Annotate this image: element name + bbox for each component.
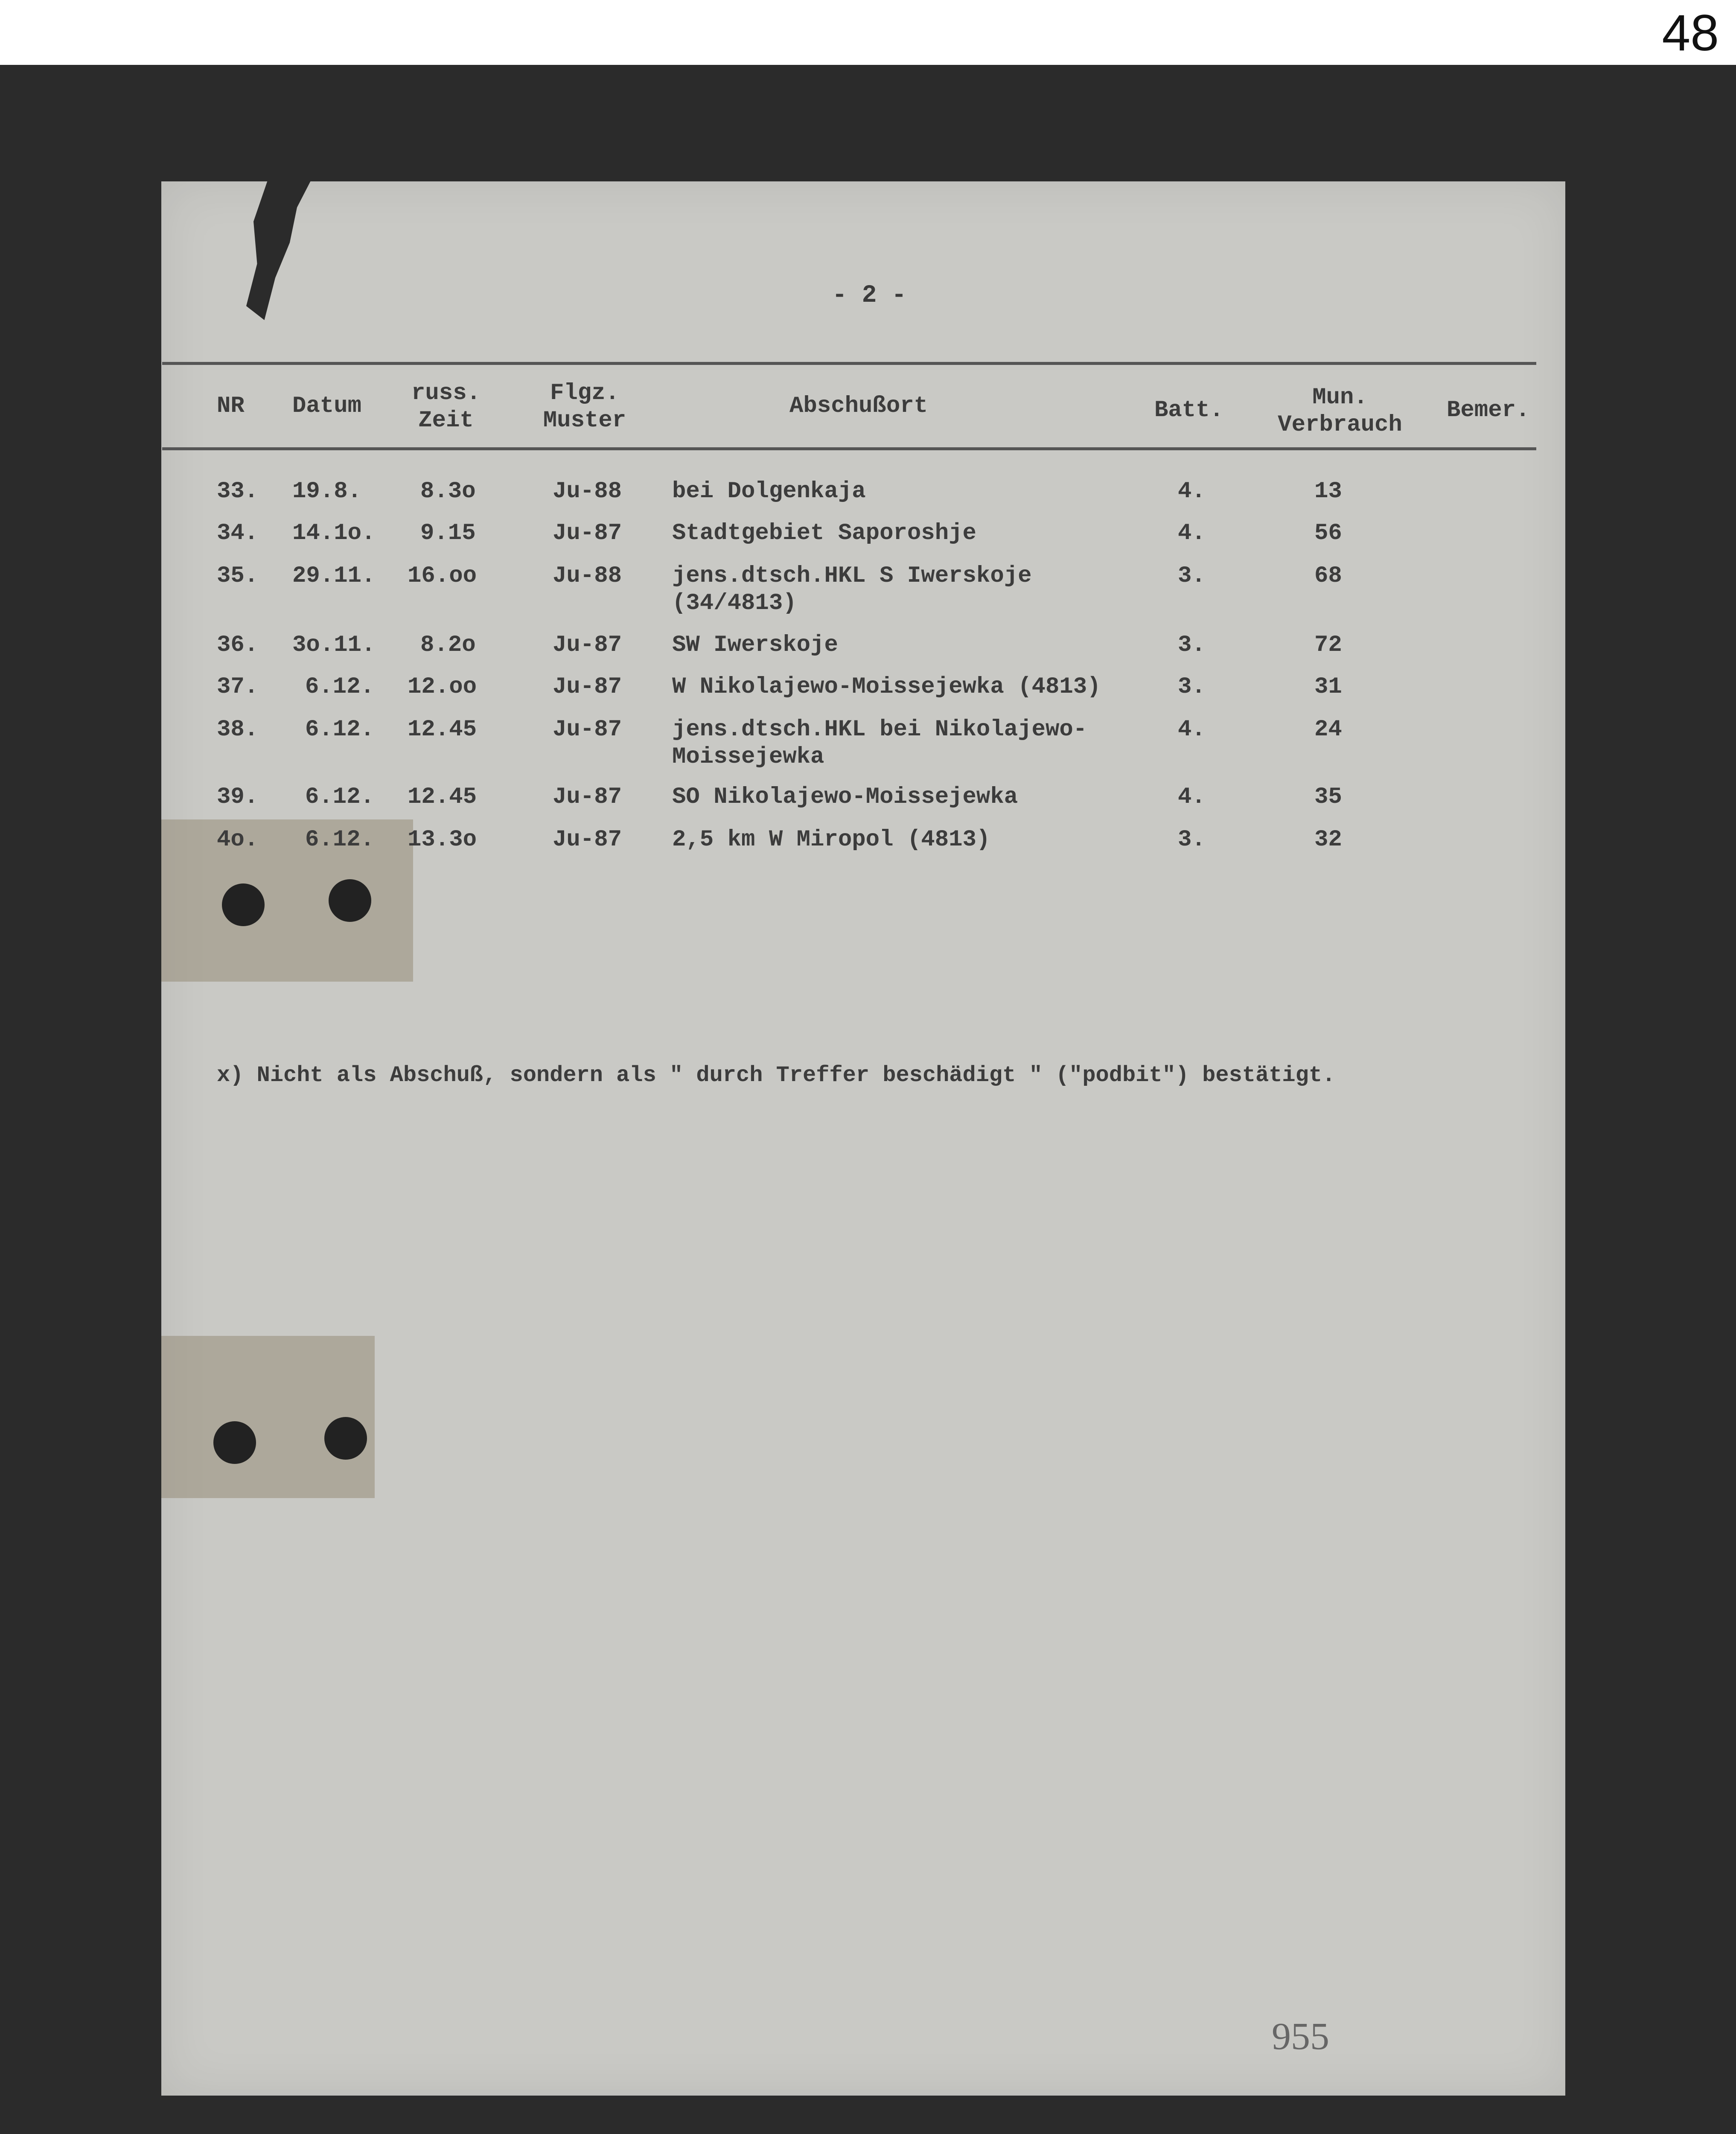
col-header-zeit: russ. Zeit: [411, 380, 481, 434]
punch-hole: [222, 883, 265, 926]
archive-stamp-number: 955: [1272, 2015, 1329, 2058]
col-header-muster: Flgz. Muster: [543, 380, 626, 434]
table-row: 36. 3o.11. 8.2o Ju-87 SW Iwerskoje 3. 72: [217, 632, 1342, 658]
col-header-bemer: Bemer.: [1447, 397, 1530, 423]
col-header-datum: Datum: [292, 393, 362, 419]
top-band: [0, 0, 1736, 65]
table-row: 35. 29.11. 16.oo Ju-88 jens.dtsch.HKL S Iwerskoje (34/4813) 3. 68: [217, 563, 1342, 616]
punch-hole: [329, 879, 371, 922]
col-header-mun: Mun. Verbrauch: [1278, 385, 1402, 438]
punch-hole: [213, 1421, 256, 1464]
table-header-rule: [162, 447, 1536, 450]
table-row: 34. 14.1o. 9.15 Ju-87 Stadtgebiet Saporoshje 4. 56: [217, 520, 1342, 546]
col-header-batt: Batt.: [1154, 397, 1224, 423]
table-row: 38. 6.12. 12.45 Ju-87 jens.dtsch.HKL bei Nikolajewo- Moissejewka 4. 24: [217, 717, 1342, 770]
table-row: 37. 6.12. 12.oo Ju-87 W Nikolajewo-Moissejewka (4813) 3. 31: [217, 674, 1342, 700]
table-row: 4o. 6.12. 13.3o Ju-87 2,5 km W Miropol (4813) 3. 32: [217, 827, 1342, 853]
document-sheet: [161, 181, 1565, 2096]
table-top-rule: [162, 362, 1536, 365]
col-header-nr: NR: [217, 393, 245, 419]
footnote: x) Nicht als Abschuß, sondern als " durch Treffer beschädigt " ("podbit") bestätigt.: [217, 1063, 1336, 1088]
punch-hole: [324, 1417, 367, 1460]
page-header: - 2 -: [832, 282, 907, 309]
table-row: 39. 6.12. 12.45 Ju-87 SO Nikolajewo-Moissejewka 4. 35: [217, 784, 1342, 810]
col-header-ort: Abschußort: [789, 393, 928, 419]
table-row: 33. 19.8. 8.3o Ju-88 bei Dolgenkaja 4. 13: [217, 478, 1342, 504]
folio-number: 48: [1662, 4, 1719, 61]
